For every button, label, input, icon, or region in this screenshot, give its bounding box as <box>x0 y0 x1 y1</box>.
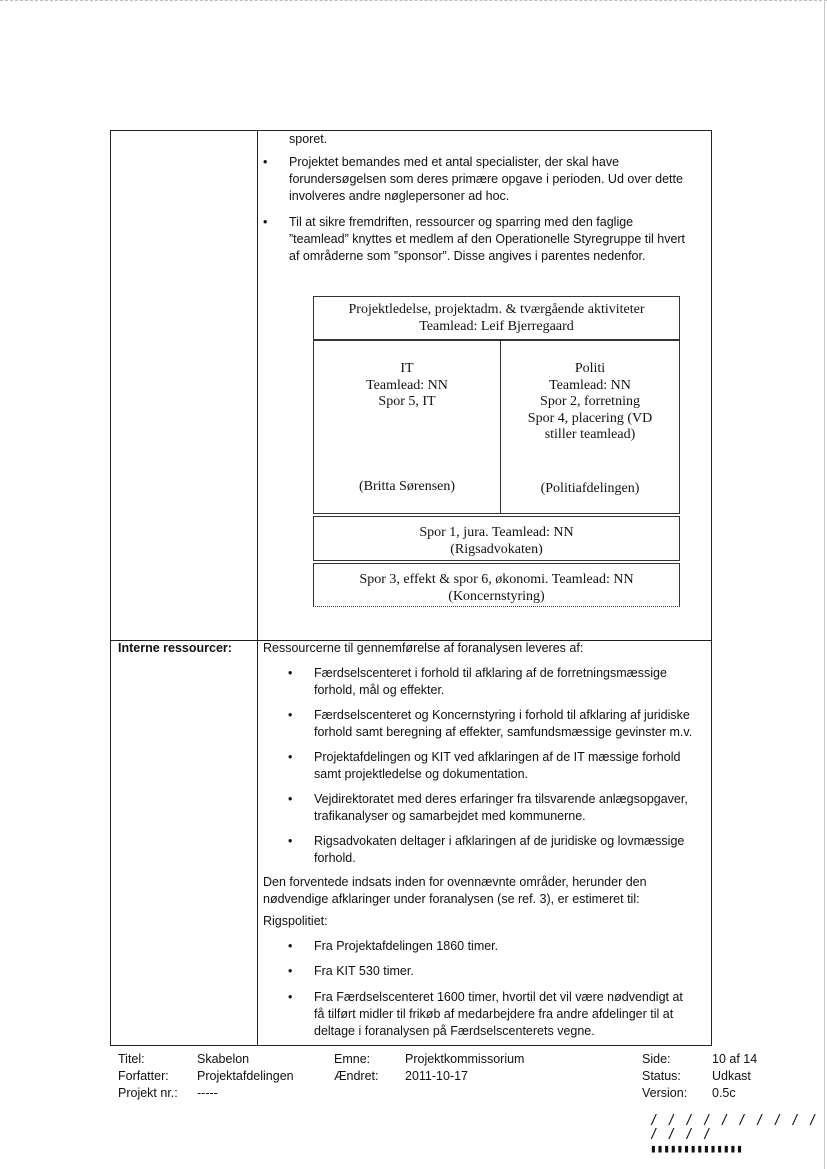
bullet-dot: • <box>263 155 268 169</box>
org-text: Spor 3, effekt & spor 6, økonomi. Teamlead: NN <box>359 572 634 587</box>
barcode <box>650 1114 827 1156</box>
bullet-dot: • <box>288 939 293 953</box>
barcode-line: / / / / / / / / / / / / / / <box>650 1113 818 1142</box>
bullet-line: samt projektledelse og dokumentation. <box>314 767 529 781</box>
footer-values-mid <box>405 1051 524 1085</box>
bullet-line: forhold samt beregning af effekter, samfundsmæssige gevinster m.v. <box>314 725 693 739</box>
org-text: Teamlead: NN <box>549 377 631 393</box>
bullet-line: Rigsadvokaten deltager i afklaringen af de juridiske og lovmæssige <box>314 834 685 848</box>
org-box-spor1 <box>313 516 680 561</box>
footer-labels-mid <box>334 1051 378 1085</box>
org-sponsor: (Politiafdelingen) <box>540 481 640 496</box>
bullet-line: Fra Færdselscenteret 1600 timer, hvortil det vil være nødvendigt at <box>314 990 683 1004</box>
bullet-line: trafikanalyser og samarbejdet med kommunerne. <box>314 809 586 823</box>
footer-labels-left <box>118 1051 178 1102</box>
bullet-line: af områderne som ”sponsor”. Disse angives i parentes nedenfor. <box>289 249 646 263</box>
org-text: (Koncernstyring) <box>448 588 545 604</box>
footer-value: Projektkommissorium <box>405 1052 525 1066</box>
footer-value: Udkast <box>712 1069 751 1083</box>
text-sporet: sporet. <box>289 132 328 146</box>
org-text: Projektledelse, projektadm. & tværgående aktiviteter <box>348 302 645 317</box>
org-text: Teamlead: Leif Bjerregaard <box>419 318 574 334</box>
footer-label: Ændret: <box>334 1069 379 1083</box>
footer-value: 10 af 14 <box>712 1052 758 1066</box>
org-text: Spor 5, IT <box>378 394 436 409</box>
estimate-line: nødvendige afklaringer under foranalysen (se ref. 3), er estimeret til: <box>263 892 640 906</box>
footer-label: Forfatter: <box>118 1069 169 1083</box>
org-text: Teamlead: NN <box>366 377 448 393</box>
scan-artifact <box>0 0 827 5</box>
bullet-line: Projektet bemandes med et antal specialister, der skal have <box>289 155 620 169</box>
org-box-politi <box>500 340 680 514</box>
bullet-resource <box>288 791 688 825</box>
footer-value: Projektafdelingen <box>197 1069 294 1083</box>
row-label-interne: Interne ressourcer: <box>118 641 232 655</box>
bullet-line: involveres andre nøglepersoner ad hoc. <box>289 189 510 203</box>
bullet-line: ”teamlead” knyttes et medlem af den Operationelle Styregruppe til hvert <box>289 232 686 246</box>
bullet-line: forhold. <box>314 851 356 865</box>
barcode-line: ▮▮▮▮▮▮▮▮▮▮▮▮▮▮ <box>650 1142 743 1155</box>
footer-label: Emne: <box>334 1052 371 1066</box>
org-text: Spor 2, forretning <box>540 394 640 409</box>
org-box-projektledelse <box>313 296 680 340</box>
bullet-line: deltage i foranalysen på Færdselscenterets vegne. <box>314 1024 595 1038</box>
bullet-dot: • <box>263 215 268 229</box>
bullet-dot: • <box>288 990 293 1004</box>
scan-edge <box>824 0 825 1169</box>
org-box-spor3 <box>313 563 680 607</box>
org-text: (Rigsadvokaten) <box>450 541 543 557</box>
bullet-resource <box>288 749 681 783</box>
footer-value: Skabelon <box>197 1052 250 1066</box>
column-divider <box>257 131 258 1045</box>
footer-values-left <box>197 1051 294 1102</box>
bullet-line: få tilført midler til frikøb af medarbejdere fra andre afdelinger til at <box>314 1007 674 1021</box>
bullet-line: forundersøgelsen som deres primære opgave i perioden. Ud over dette <box>289 172 683 186</box>
bullet-hours <box>288 938 499 955</box>
bullet-hours <box>288 989 683 1040</box>
bullet-dot: • <box>288 834 293 848</box>
org-text: Spor 4, placering (VD <box>527 410 653 426</box>
bullet-resource <box>288 833 685 867</box>
org-text: stiller teamlead) <box>544 427 636 442</box>
footer-value: 2011-10-17 <box>405 1069 469 1083</box>
org-text: IT <box>400 361 414 376</box>
estimate-line: Den forventede indsats inden for ovennævnte områder, herunder den <box>263 875 647 889</box>
bullet-dot: • <box>288 666 293 680</box>
bullet-sponsor <box>263 214 686 265</box>
footer-label: Status: <box>642 1069 681 1083</box>
footer-labels-right <box>642 1051 687 1102</box>
rigspolitiet-label: Rigspolitiet: <box>263 914 328 928</box>
footer-label: Side: <box>642 1052 671 1066</box>
interne-intro: Ressourcerne til gennemførelse af foranalysen leveres af: <box>263 641 584 655</box>
footer-value: ----- <box>197 1086 218 1100</box>
bullet-dot: • <box>288 964 293 978</box>
bullet-line: Færdselscenteret i forhold til afklaring af de forretningsmæssige <box>314 666 667 680</box>
bullet-line: Til at sikre fremdriften, ressourcer og sparring med den faglige <box>289 215 634 229</box>
bullet-dot: • <box>288 708 293 722</box>
footer-label: Version: <box>642 1086 688 1100</box>
org-text: Politi <box>574 361 606 376</box>
footer-label: Titel: <box>118 1052 145 1066</box>
bullet-bemanding <box>263 154 683 205</box>
bullet-line: Vejdirektoratet med deres erfaringer fra tilsvarende anlægsopgaver, <box>314 792 688 806</box>
bullet-line: Fra KIT 530 timer. <box>314 964 414 978</box>
bullet-line: forhold, mål og effekter. <box>314 683 445 697</box>
footer-values-right <box>712 1051 757 1102</box>
org-sponsor: (Britta Sørensen) <box>358 479 456 494</box>
bullet-resource <box>288 665 667 699</box>
bullet-hours <box>288 963 414 980</box>
bullet-dot: • <box>288 792 293 806</box>
bullet-line: Færdselscenteret og Koncernstyring i forhold til afklaring af juridiske <box>314 708 690 722</box>
estimate-text <box>263 874 647 908</box>
bullet-resource <box>288 707 693 741</box>
footer-value: 0.5c <box>712 1086 736 1100</box>
org-text: Spor 1, jura. Teamlead: NN <box>419 525 574 540</box>
bullet-line: Fra Projektafdelingen 1860 timer. <box>314 939 499 953</box>
bullet-dot: • <box>288 750 293 764</box>
footer-label: Projekt nr.: <box>118 1086 178 1100</box>
bullet-line: Projektafdelingen og KIT ved afklaringen af de IT mæssige forhold <box>314 750 681 764</box>
org-box-it <box>313 340 501 514</box>
